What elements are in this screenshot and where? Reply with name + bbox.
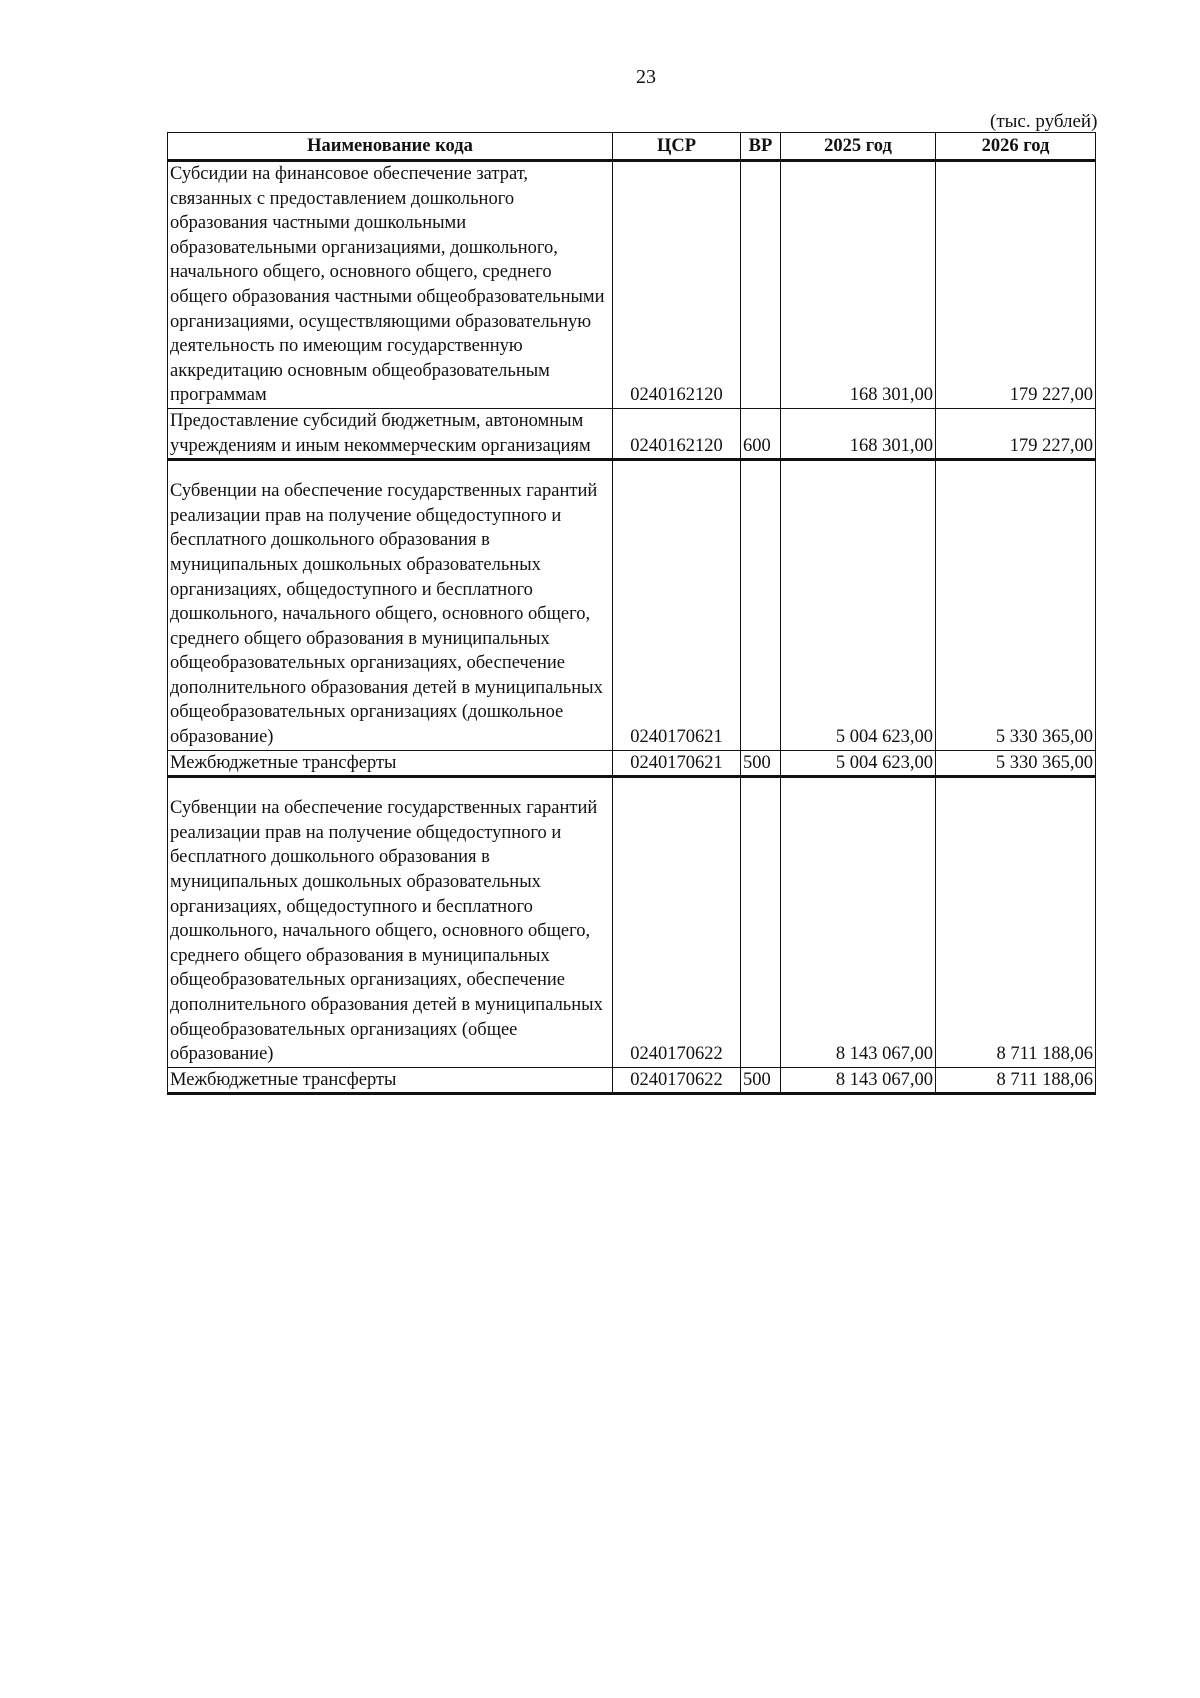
- row-2025: 5 004 623,00: [781, 750, 936, 777]
- row-name: Предоставление субсидий бюджетным, автономным учреждениям и иным некоммерческим организациям: [168, 408, 613, 459]
- row-vr: 600: [741, 408, 781, 459]
- row-2026: 8 711 188,06: [936, 1067, 1096, 1094]
- table-row: [168, 460, 1096, 751]
- table-header-row: [168, 133, 1096, 161]
- row-csr: 0240170622: [613, 1067, 741, 1094]
- units-label: (тыс. рублей): [990, 111, 1098, 132]
- table-row: [168, 750, 1096, 777]
- row-csr: 0240170622: [613, 777, 741, 1068]
- row-name: Субсидии на финансовое обеспечение затрат, связанных с предоставлением дошкольного образования частными дошкольными образовательными организациями, дошкольного, начального общего, основного общего, среднего общего образования частными общеобразовательными организациями, осуществляющими образовательную деятельность по имеющим государственную аккредитацию основным общеобразовательным программам: [168, 161, 613, 409]
- row-name: Субвенции на обеспечение государственных гарантий реализации прав на получение общедоступного и бесплатного дошкольного образования в муниципальных дошкольных образовательных организациях, общедоступного и бесплатного дошкольного, начального общего, основного общего, среднего общего образования в муниципальных общеобразовательных организациях, обеспечение дополнительного образования детей в муниципальных общеобразовательных организациях (общее образование): [168, 777, 613, 1068]
- row-2026: 179 227,00: [936, 408, 1096, 459]
- row-2026: 5 330 365,00: [936, 750, 1096, 777]
- header-2025: 2025 год: [781, 133, 936, 161]
- row-name: Межбюджетные трансферты: [168, 750, 613, 777]
- table-row: [168, 777, 1096, 1068]
- row-2025: 5 004 623,00: [781, 460, 936, 751]
- row-2026: 5 330 365,00: [936, 460, 1096, 751]
- row-vr: 500: [741, 750, 781, 777]
- row-name: Субвенции на обеспечение государственных гарантий реализации прав на получение общедоступного и бесплатного дошкольного образования в муниципальных дошкольных образовательных организациях, общедоступного и бесплатного дошкольного, начального общего, основного общего, среднего общего образования в муниципальных общеобразовательных организациях, обеспечение дополнительного образования детей в муниципальных общеобразовательных организациях (дошкольное образование): [168, 460, 613, 751]
- row-vr: [741, 460, 781, 751]
- header-2026: 2026 год: [936, 133, 1096, 161]
- page-number: 23: [636, 66, 656, 88]
- row-2026: 8 711 188,06: [936, 777, 1096, 1068]
- row-2025: 168 301,00: [781, 161, 936, 409]
- table-row: [168, 161, 1096, 409]
- row-vr: [741, 777, 781, 1068]
- row-2025: 168 301,00: [781, 408, 936, 459]
- row-2026: 179 227,00: [936, 161, 1096, 409]
- budget-table: [167, 132, 1096, 1095]
- table-row: [168, 1067, 1096, 1094]
- row-csr: 0240162120: [613, 161, 741, 409]
- row-2025: 8 143 067,00: [781, 1067, 936, 1094]
- table-row: [168, 408, 1096, 459]
- row-name: Межбюджетные трансферты: [168, 1067, 613, 1094]
- row-csr: 0240170621: [613, 750, 741, 777]
- header-csr: ЦСР: [613, 133, 741, 161]
- row-2025: 8 143 067,00: [781, 777, 936, 1068]
- row-vr: 500: [741, 1067, 781, 1094]
- header-name: Наименование кода: [168, 133, 613, 161]
- row-csr: 0240162120: [613, 408, 741, 459]
- row-csr: 0240170621: [613, 460, 741, 751]
- header-vr: ВР: [741, 133, 781, 161]
- row-vr: [741, 161, 781, 409]
